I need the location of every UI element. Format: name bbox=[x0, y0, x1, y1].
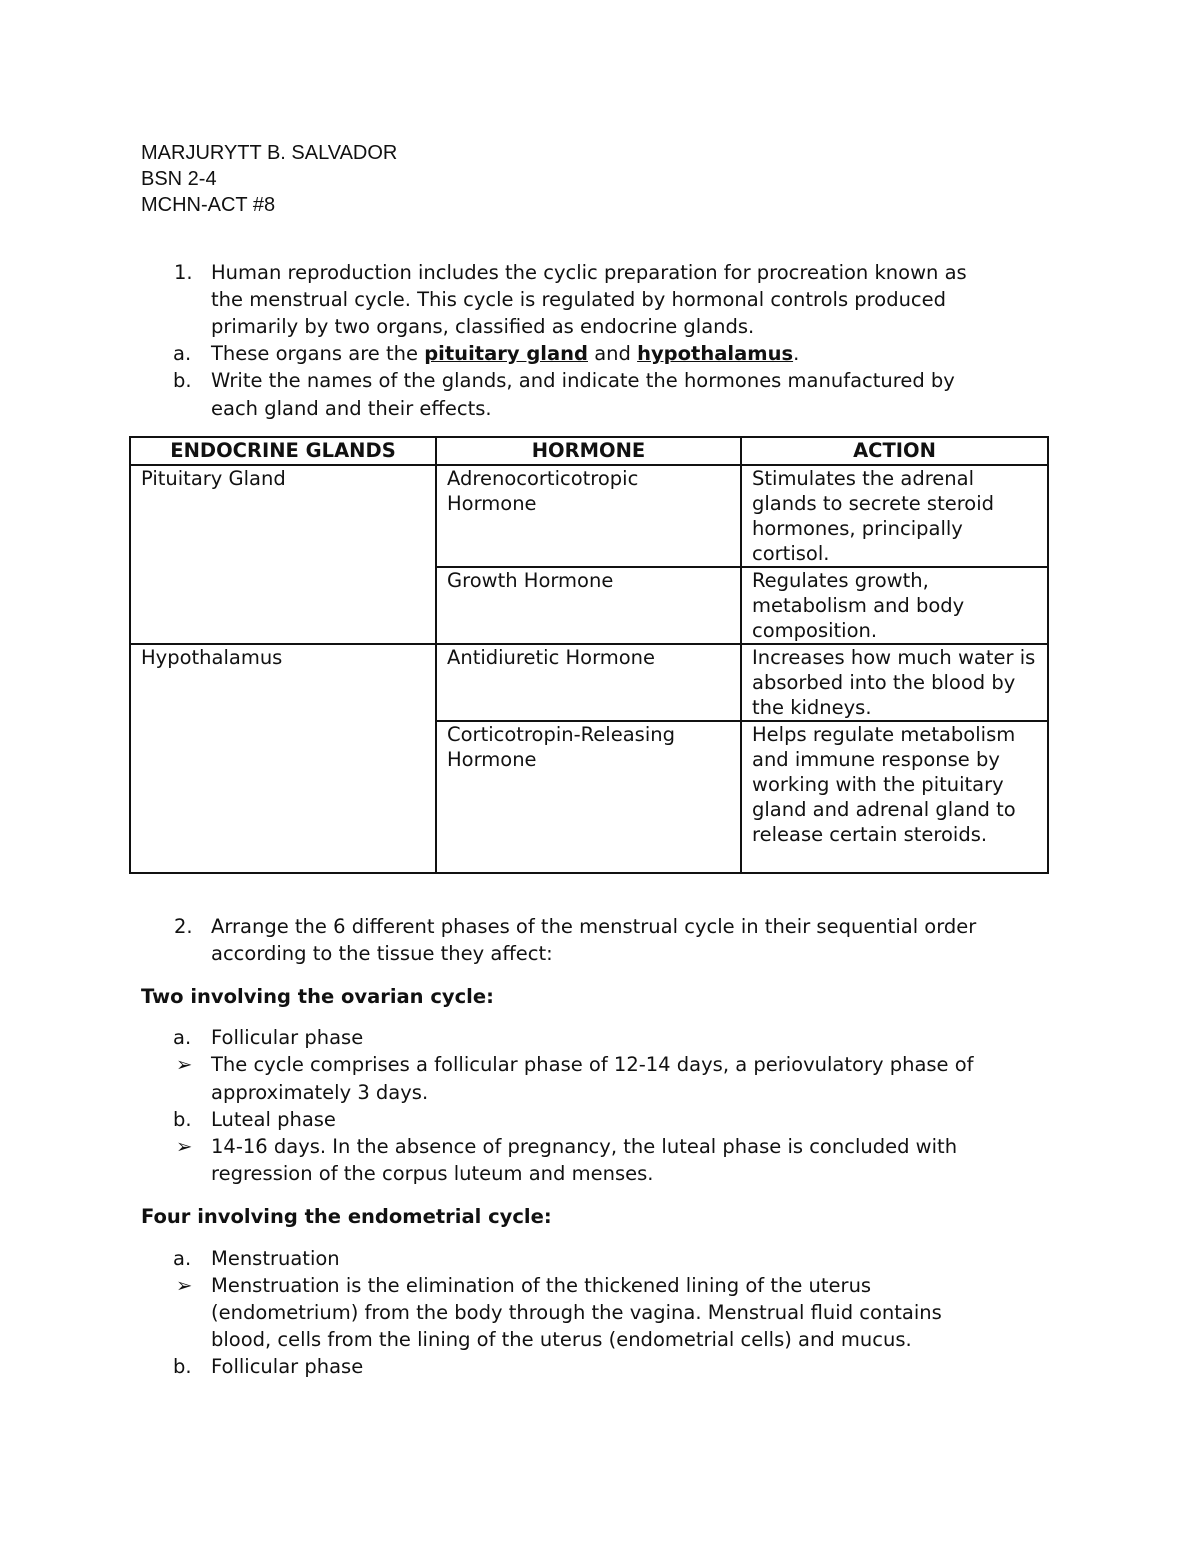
activity-title: MCHN-ACT #8 bbox=[141, 194, 276, 216]
gland-cell: Hypothalamus bbox=[130, 644, 436, 873]
answer-prefix: These organs are the bbox=[211, 342, 425, 365]
question-1-line: Human reproduction includes the cyclic preparation for procreation known as bbox=[211, 261, 967, 284]
arrow-bullet-icon: ➢ bbox=[176, 1274, 193, 1297]
arrow-bullet-icon: ➢ bbox=[176, 1135, 193, 1158]
ovarian-b-label: Luteal phase bbox=[211, 1108, 336, 1131]
endometrial-a-note: Menstruation is the elimination of the thickened lining of the uterus bbox=[211, 1274, 872, 1297]
table-header-row bbox=[130, 437, 1048, 465]
endocrine-glands-table bbox=[129, 436, 1049, 874]
ovarian-a-note: The cycle comprises a follicular phase of 12-14 days, a periovulatory phase of bbox=[211, 1053, 974, 1076]
endometrial-a-note: (endometrium) from the body through the vagina. Menstrual fluid contains bbox=[211, 1301, 942, 1324]
item-b-line: each gland and their effects. bbox=[211, 397, 492, 420]
ovarian-b-note: regression of the corpus luteum and menses. bbox=[211, 1162, 654, 1185]
ovarian-a-marker: a. bbox=[173, 1026, 192, 1049]
endometrial-a-note: blood, cells from the lining of the uterus (endometrial cells) and mucus. bbox=[211, 1328, 912, 1351]
endometrial-a-label: Menstruation bbox=[211, 1247, 340, 1270]
item-b-line: Write the names of the glands, and indicate the hormones manufactured by bbox=[211, 369, 955, 392]
ovarian-a-note: approximately 3 days. bbox=[211, 1081, 429, 1104]
endometrial-b-label: Follicular phase bbox=[211, 1355, 364, 1378]
gland-cell: Pituitary Gland bbox=[130, 465, 436, 644]
item-b-marker: b. bbox=[173, 369, 192, 392]
header-action: ACTION bbox=[741, 437, 1048, 465]
action-cell: Regulates growth, metabolism and body composition. bbox=[741, 567, 1048, 644]
item-a-marker: a. bbox=[173, 342, 192, 365]
ovarian-a-label: Follicular phase bbox=[211, 1026, 364, 1049]
header-endocrine-glands: ENDOCRINE GLANDS bbox=[130, 437, 436, 465]
ovarian-b-note: 14-16 days. In the absence of pregnancy, the luteal phase is concluded with bbox=[211, 1135, 958, 1158]
hormone-cell: Antidiuretic Hormone bbox=[436, 644, 741, 721]
action-cell: Stimulates the adrenal glands to secrete steroid hormones, principally cortisol. bbox=[741, 465, 1048, 567]
question-1-line: the menstrual cycle. This cycle is regulated by hormonal controls produced bbox=[211, 288, 947, 311]
question-1-number: 1. bbox=[174, 261, 193, 284]
hormone-cell: Growth Hormone bbox=[436, 567, 741, 644]
answer-suffix: . bbox=[793, 342, 800, 365]
question-2-line: according to the tissue they affect: bbox=[211, 942, 553, 965]
endometrial-a-marker: a. bbox=[173, 1247, 192, 1270]
question-2-line: Arrange the 6 different phases of the menstrual cycle in their sequential order bbox=[211, 915, 977, 938]
action-cell: Increases how much water is absorbed into the blood by the kidneys. bbox=[741, 644, 1048, 721]
arrow-bullet-icon: ➢ bbox=[176, 1053, 193, 1076]
student-name: MARJURYTT B. SALVADOR bbox=[141, 142, 398, 164]
answer-pituitary-gland: pituitary gland bbox=[424, 342, 588, 365]
answer-hypothalamus: hypothalamus bbox=[637, 342, 794, 365]
student-section: BSN 2-4 bbox=[141, 168, 217, 190]
table-row bbox=[130, 644, 1048, 721]
question-2-number: 2. bbox=[174, 915, 193, 938]
item-a-answer-line bbox=[211, 340, 799, 367]
endometrial-b-marker: b. bbox=[173, 1355, 192, 1378]
endometrial-cycle-heading: Four involving the endometrial cycle: bbox=[141, 1205, 552, 1228]
question-1-line: primarily by two organs, classified as endocrine glands. bbox=[211, 315, 755, 338]
answer-middle: and bbox=[588, 342, 638, 365]
table-row bbox=[130, 465, 1048, 567]
header-hormone: HORMONE bbox=[436, 437, 741, 465]
ovarian-b-marker: b. bbox=[173, 1108, 192, 1131]
hormone-cell: Adrenocorticotropic Hormone bbox=[436, 465, 741, 567]
hormone-cell: Corticotropin-Releasing Hormone bbox=[436, 721, 741, 873]
ovarian-cycle-heading: Two involving the ovarian cycle: bbox=[141, 985, 494, 1008]
action-cell: Helps regulate metabolism and immune response by working with the pituitary gland and adrenal gland to release certain steroids. bbox=[741, 721, 1048, 873]
